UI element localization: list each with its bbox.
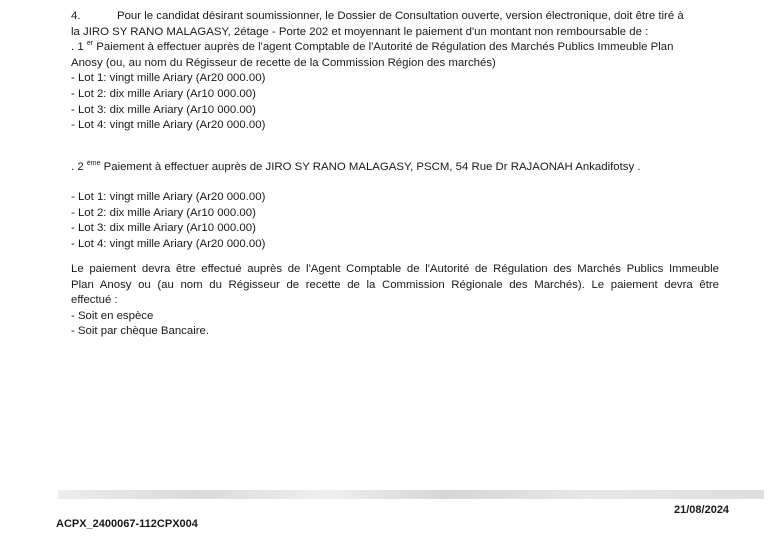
superscript: er — [86, 40, 94, 48]
section-number: 4. — [71, 10, 81, 22]
lot-item: - Lot 3: dix mille Ariary (Ar10 000.00) — [71, 222, 256, 235]
section-payment-2 — [71, 160, 721, 176]
footer-reference: ACPX_2400067-112CPX004 — [56, 518, 198, 530]
section-payment-1 — [71, 9, 721, 134]
lot-item: - Lot 2: dix mille Ariary (Ar10 000.00) — [71, 87, 256, 100]
payment-option: - Soit en espèce — [71, 309, 154, 322]
lot-item: - Lot 4: vingt mille Ariary (Ar20 000.00) — [71, 119, 266, 132]
intro-text: Pour le candidat désirant soumissionner, le Dossier de Consultation ouverte, version électronique, doit être tiré à — [117, 10, 684, 22]
payment-prefix: . 2 — [71, 161, 84, 173]
section-payment-2-lots — [71, 190, 721, 252]
section-payment-terms — [71, 262, 719, 340]
payment-1-continuation: Anosy (ou, au nom du Régisseur de recette de la Commission Région des marchés) — [71, 56, 496, 69]
footer-date: 21/08/2024 — [674, 504, 730, 516]
payment-prefix: . 1 — [71, 41, 84, 54]
payment-1-line — [71, 40, 721, 56]
lot-item: - Lot 1: vingt mille Ariary (Ar20 000.00) — [71, 191, 266, 203]
payment-2-line — [71, 160, 721, 176]
paragraph-line: la JIRO SY RANO MALAGASY, 2étage - Porte 202 et moyennant le paiement d'un montant non remboursable de : — [71, 25, 649, 38]
payment-text: Paiement à effectuer auprès de JIRO SY RANO MALAGASY, PSCM, 54 Rue Dr RAJAONAH Ankadifotsy . — [100, 161, 641, 173]
lot-item: - Lot 4: vingt mille Ariary (Ar20 000.00) — [71, 237, 266, 250]
paragraph-line: Le paiement devra être effectué auprès de l'Agent Comptable de l'Autorité de Régulation des Marchés Publics Immeuble — [71, 263, 719, 275]
paragraph-line — [71, 9, 721, 25]
paragraph-line: effectué : — [71, 294, 118, 307]
paragraph-line: Plan Anosy ou (au nom du Régisseur de recette de la Commission Régionale des Marchés). Le paiement devra être — [71, 278, 719, 291]
lot-item: - Lot 3: dix mille Ariary (Ar10 000.00) — [71, 103, 256, 116]
superscript: ème — [86, 160, 101, 168]
payment-text: Paiement à effectuer auprès de l'agent Comptable de l'Autorité de Régulation des Marchés Publics Immeuble Plan — [93, 41, 674, 54]
footer-scan-bar — [58, 490, 764, 499]
payment-option: - Soit par chèque Bancaire. — [71, 325, 210, 338]
lot-item: - Lot 1: vingt mille Ariary (Ar20 000.00) — [71, 72, 266, 85]
lot-item: - Lot 2: dix mille Ariary (Ar10 000.00) — [71, 206, 256, 219]
